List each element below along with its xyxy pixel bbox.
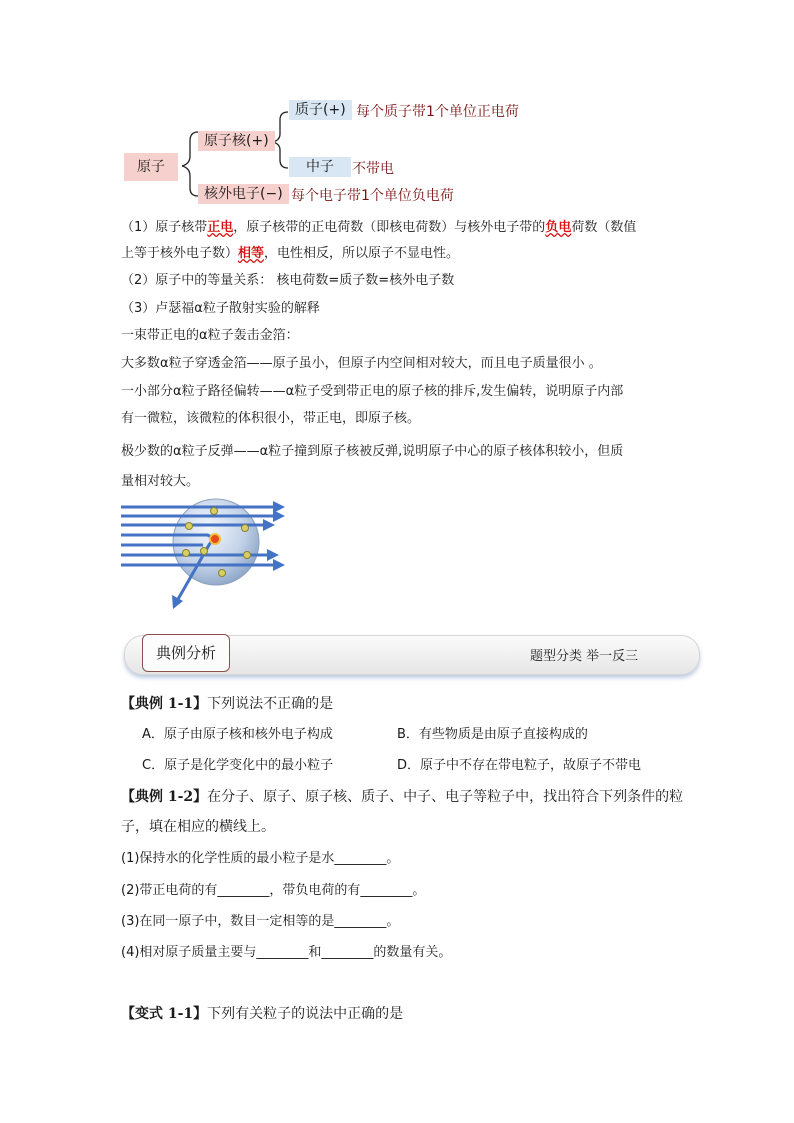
section-banner-label: 典例分析 — [142, 634, 230, 672]
neutron-box: 中子 — [289, 157, 351, 177]
electron-box: 核外电子(−) — [198, 184, 289, 204]
variant-1-1-question: 【变式 1-1】下列有关粒子的说法中正确的是 — [121, 1006, 404, 1022]
sub-question-1: (1)保持水的化学性质的最小粒子是水________。 — [121, 851, 400, 866]
proton-box: 质子(+) — [289, 100, 352, 120]
option-a: A．原子由原子核和核外电子构成 — [142, 727, 333, 742]
point-6-line-2: 有一微粒，该微粒的体积很小，带正电，即原子核。 — [121, 411, 421, 426]
example-1-2-question-line-1: 【典例 1-2】在分子、原子、原子核、质子、中子、电子等粒子中，找出符合下列条件的粒 — [121, 789, 684, 805]
section-banner-right: 题型分类 举一反三 — [530, 649, 639, 664]
option-d: D．原子中不存在带电粒子，故原子不带电 — [397, 758, 642, 773]
sub-question-4: (4)相对原子质量主要与________和________的数量有关。 — [121, 945, 452, 960]
neutron-description: 不带电 — [352, 161, 394, 177]
point-1-line-2: 上等于核外电子数）相等，电性相反，所以原子不显电性。 — [121, 246, 460, 261]
point-2: （2）原子中的等量关系： 核电荷数=质子数=核外电子数 — [121, 273, 455, 288]
electron-description: 每个电子带1个单位负电荷 — [291, 188, 454, 204]
example-1-1-question: 【典例 1-1】下列说法不正确的是 — [121, 696, 334, 712]
point-3: （3）卢瑟福α粒子散射实验的解释 — [121, 301, 320, 316]
sub-question-3: (3)在同一原子中，数目一定相等的是________。 — [121, 914, 400, 929]
point-1-line-1: （1）原子核带正电，原子核带的正电荷数（即核电荷数）与核外电子带的负电荷数（数值 — [121, 220, 637, 235]
option-c: C．原子是化学变化中的最小粒子 — [142, 758, 334, 773]
point-6-line-1: 一小部分α粒子路径偏转——α粒子受到带正电的原子核的排斥,发生偏转，说明原子内部 — [121, 384, 624, 399]
point-7-line-1: 极少数的α粒子反弹——α粒子撞到原子核被反弹,说明原子中心的原子核体积较小，但质 — [121, 444, 624, 459]
point-7-line-2: 量相对较大。 — [121, 474, 200, 489]
option-b: B．有些物质是由原子直接构成的 — [397, 727, 588, 742]
proton-description: 每个质子带1个单位正电荷 — [356, 104, 519, 120]
nucleus-box: 原子核(+) — [198, 131, 275, 151]
point-4: 一束带正电的α粒子轰击金箔： — [121, 328, 299, 343]
sub-question-2: (2)带正电荷的有________，带负电荷的有________。 — [121, 883, 426, 898]
atom-box: 原子 — [124, 153, 178, 181]
rutherford-scattering-illustration — [119, 495, 289, 617]
point-5: 大多数α粒子穿透金箔——原子虽小，但原子内空间相对较大，而且电子质量很小 。 — [121, 356, 602, 371]
example-1-2-question-line-2: 子，填在相应的横线上。 — [121, 819, 275, 835]
